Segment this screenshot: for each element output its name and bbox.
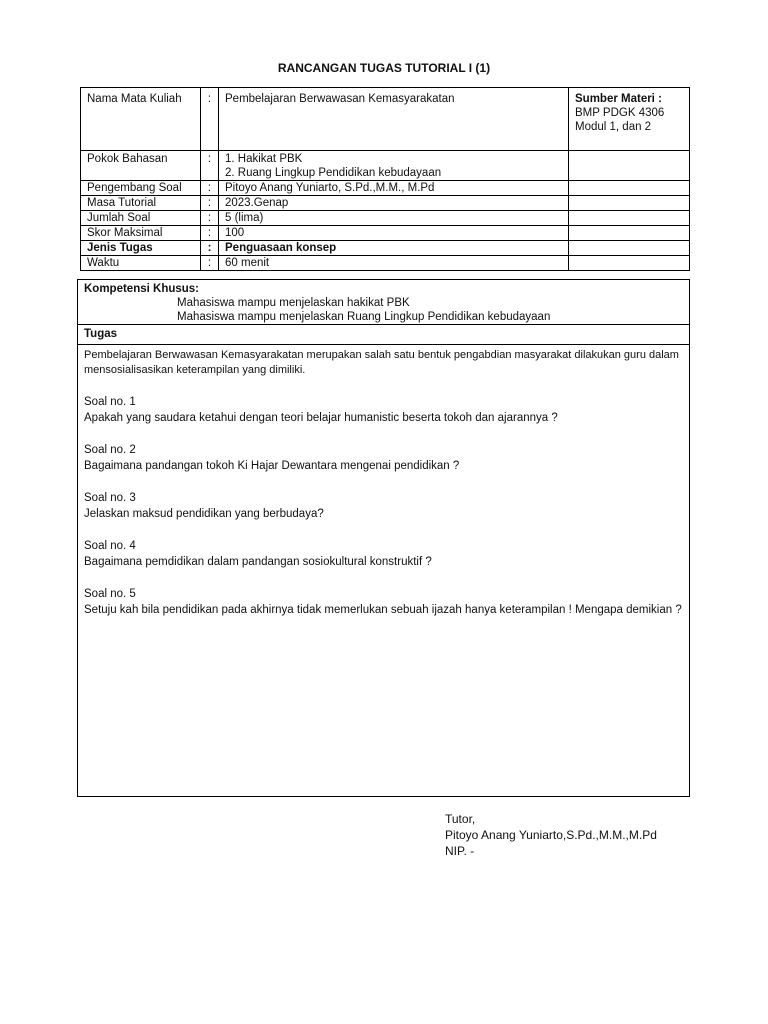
question-number: Soal no. 4 [84,540,136,552]
info-row-time [81,256,690,271]
sumber-materi-line1: BMP PDGK 4306 [575,107,665,119]
tugas-intro: Pembelajaran Berwawasan Kemasyarakatan merupakan salah satu bentuk pengabdian masyarakat dilakukan guru dalam mensosialisasikan keterampilan yang dimiliki. [84,349,679,376]
info-label: Pengembang Soal [81,181,201,196]
sumber-materi-cell [569,88,690,151]
empty-cell [569,226,690,241]
signature-name: Pitoyo Anang Yuniarto,S.Pd.,M.M.,M.Pd [445,828,657,842]
info-label: Pokok Bahasan [81,151,201,181]
info-label: Waktu [81,256,201,271]
info-colon: : [201,196,219,211]
info-value: Penguasaan konsep [219,241,569,256]
question-item [84,586,683,618]
info-row-period [81,196,690,211]
info-colon: : [201,226,219,241]
info-row-course-name [81,88,690,151]
sumber-materi-line2: Modul 1, dan 2 [575,121,652,133]
question-item [84,394,683,426]
question-item [84,490,683,522]
signature-role: Tutor, [445,812,476,826]
info-colon: : [201,88,219,151]
info-colon: : [201,256,219,271]
question-number: Soal no. 2 [84,444,136,456]
kompetensi-item: Mahasiswa mampu menjelaskan Ruang Lingkup Pendidikan kebudayaan [177,311,551,323]
signature-block [445,811,657,859]
question-item [84,442,683,474]
info-value: 2023.Genap [219,196,569,211]
info-row-question-count [81,211,690,226]
info-value: Pembelajaran Berwawasan Kemasyarakatan [219,88,569,151]
question-text: Bagaimana pemdidikan dalam pandangan sosiokultural konstruktif ? [84,556,432,568]
info-label: Jumlah Soal [81,211,201,226]
kompetensi-label: Kompetensi Khusus: [84,283,200,295]
info-colon: : [201,211,219,226]
info-row-max-score [81,226,690,241]
topic-2: 2. Ruang Lingkup Pendidikan kebudayaan [225,167,442,179]
info-label: Masa Tutorial [81,196,201,211]
info-row-developer [81,181,690,196]
question-number: Soal no. 3 [84,492,136,504]
question-text: Jelaskan maksud pendidikan yang berbudaya? [84,508,324,520]
info-value: 60 menit [219,256,569,271]
info-colon: : [201,241,219,256]
tugas-body [78,345,689,621]
question-text: Apakah yang saudara ketahui dengan teori belajar humanistic beserta tokoh dan ajarannya ? [84,412,558,424]
kompetensi-section [78,280,689,325]
info-value: 5 (lima) [219,211,569,226]
info-label: Nama Mata Kuliah [81,88,201,151]
empty-cell [569,256,690,271]
question-number: Soal no. 1 [84,396,136,408]
question-item [84,538,683,570]
question-text: Setuju kah bila pendidikan pada akhirnya tidak memerlukan sebuah ijazah hanya keterampilan ! Mengapa demikian ? [84,604,682,616]
info-colon: : [201,181,219,196]
info-label: Jenis Tugas [81,241,201,256]
question-text: Bagaimana pandangan tokoh Ki Hajar Dewantara mengenai pendidikan ? [84,460,460,472]
sumber-materi-label: Sumber Materi : [575,93,662,105]
empty-cell [569,211,690,226]
empty-cell [569,241,690,256]
empty-cell [569,181,690,196]
course-info-table [80,87,690,271]
tugas-header: Tugas [78,325,689,345]
signature-nip: NIP. - [445,844,475,858]
task-box [77,279,690,797]
kompetensi-item: Mahasiswa mampu menjelaskan hakikat PBK [177,297,410,309]
question-number: Soal no. 5 [84,588,136,600]
empty-cell [569,151,690,181]
empty-cell [569,196,690,211]
info-value: Pitoyo Anang Yuniarto, S.Pd.,M.M., M.Pd [219,181,569,196]
topic-1: 1. Hakikat PBK [225,153,303,165]
info-value: 100 [219,226,569,241]
info-row-task-type [81,241,690,256]
info-row-topic [81,151,690,181]
info-value [219,151,569,181]
document-title: RANCANGAN TUGAS TUTORIAL I (1) [277,61,491,75]
info-colon: : [201,151,219,181]
info-label: Skor Maksimal [81,226,201,241]
